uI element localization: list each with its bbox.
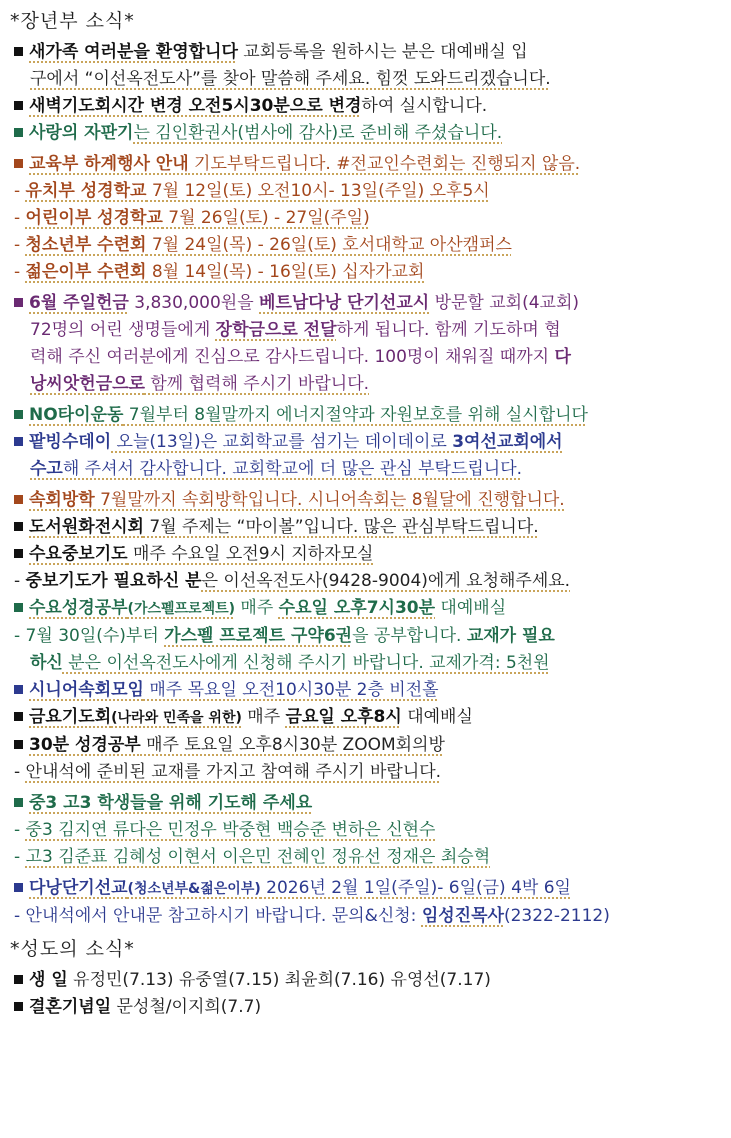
bingsu-item	[10, 429, 721, 456]
saints-news-title: *성도의 소식*	[10, 938, 135, 960]
event-detail: 7월 12일(토) 오전10시- 13일(주일) 오후5시	[146, 181, 490, 201]
wed-bible-text: 분은 이선옥전도사에게 신청해 주시기 바랍니다. 교제가격: 5천원	[62, 653, 550, 673]
offering-text: 함께 협력해 주시기 바랍니다.	[144, 374, 370, 394]
square-bullet-icon	[14, 883, 23, 892]
wed-bible-item	[10, 595, 721, 623]
square-bullet-icon	[14, 298, 23, 307]
offering-line3	[10, 344, 721, 371]
bingsu-bold: 3여선교회에서	[452, 432, 563, 452]
anniversary-head: 결혼기념일	[29, 997, 112, 1017]
wed-bible-text: 7월 30일(수)부터	[25, 626, 165, 646]
bingsu-bold: 수고	[30, 459, 63, 479]
hall-head: 속회방학	[29, 490, 95, 510]
intercession-bold: 중보기도가 필요하신 분	[25, 571, 202, 591]
bingsu-head: 팥빙수데이	[29, 432, 112, 452]
welcome-line2: 구에서 “이선옥전도사”를 찾아 말씀해 주세요. 힘껏 도와드리겠습니다.	[30, 69, 551, 89]
education-event: - 유치부 성경학교 7월 12일(토) 오전10시- 13일(주일) 오후5시	[14, 181, 490, 201]
wed-bible-bold: 하신	[30, 653, 63, 673]
offering-line4	[10, 371, 721, 398]
square-bullet-icon	[14, 101, 23, 110]
students-item	[10, 790, 721, 817]
mission-sub-text: 안내석에서 안내문 참고하시기 바랍니다. 문의&신청:	[25, 906, 422, 926]
education-event: - 청소년부 수련회 7월 24일(목) - 26일(토) 호서대학교 아산캠퍼스	[14, 235, 512, 255]
dawn-prayer-text: 하여 실시합니다.	[361, 96, 488, 116]
square-bullet-icon	[14, 975, 23, 984]
no-tie-item	[10, 402, 721, 429]
event-detail: 7월 24일(목) - 26일(토) 호서대학교 아산캠퍼스	[146, 235, 512, 255]
library-head: 도서원화전시회	[29, 517, 144, 537]
square-bullet-icon	[14, 740, 23, 749]
mission-contact-name: 임성진목사	[421, 906, 504, 926]
wed-bible-bold: 교재가 필요	[466, 626, 555, 646]
square-bullet-icon	[14, 1002, 23, 1011]
square-bullet-icon	[14, 798, 23, 807]
wed-bible-text: 매주	[235, 598, 279, 618]
offering-head: 6월 주일헌금	[29, 293, 129, 313]
library-item	[10, 514, 721, 541]
friday-bold: 금요일 오후8시	[285, 707, 402, 727]
vending-item	[10, 120, 721, 147]
vending-head: 사랑의 자판기	[29, 123, 134, 143]
students-middle: - 중3 김지연 류다은 민정우 박중현 백승준 변하은 신현수	[14, 820, 436, 840]
wed-intercession-sub: - 중보기도가 필요하신 분은 이선옥전도사(9428-9004)에게 요청해주세요.	[14, 571, 571, 591]
education-head: 교육부 하계행사 안내	[29, 154, 189, 174]
students-high: - 고3 김준표 김혜성 이현서 이은민 전혜인 정유선 정재은 최승혁	[14, 847, 491, 867]
mission-text: 2026년 2월 1일(주일)- 6일(금) 4박 6일	[260, 878, 571, 898]
mission-contact-phone: (2322-2112)	[503, 906, 610, 926]
wed-bible-text: 을 공부합니다.	[352, 626, 467, 646]
square-bullet-icon	[14, 410, 23, 419]
hall-text: 7월말까지 속회방학입니다. 시니어속회는 8월달에 진행합니다.	[94, 490, 565, 510]
offering-text: 력해 주신 여러분에게 진심으로 감사드립니다. 100명이 채워질 때까지	[30, 347, 555, 367]
mission-item	[10, 875, 721, 903]
friday-text: 매주	[241, 707, 286, 727]
hall-item	[10, 487, 721, 514]
education-event: - 젊은이부 수련회 8월 14일(목) - 16일(토) 십자가교회	[14, 262, 425, 282]
wed-bible-bold: 가스펠 프로젝트 구약6권	[164, 626, 353, 646]
square-bullet-icon	[14, 128, 23, 137]
vending-text: 는 김인환권사(범사에 감사)로 준비해 주셨습니다.	[133, 123, 503, 143]
wed-bible-sub1: - 7월 30일(수)부터 가스펠 프로젝트 구약6권을 공부합니다. 교재가 필요	[14, 626, 555, 646]
senior-text: 매주 목요일 오전10시30분 2층 비전홀	[143, 680, 439, 700]
wed-intercession-item	[10, 541, 721, 568]
square-bullet-icon	[14, 549, 23, 558]
square-bullet-icon	[14, 47, 23, 56]
offering-line2	[10, 317, 721, 344]
offering-item	[10, 290, 721, 317]
wed-bible-head: 수요성경공부	[29, 598, 128, 618]
square-bullet-icon	[14, 495, 23, 504]
welcome-item	[10, 39, 721, 66]
church-news-title: *장년부 소식*	[10, 10, 135, 32]
offering-bold: 장학금으로 전달	[215, 320, 337, 340]
anniversary-text: 문성철/이지희(7.7)	[111, 997, 262, 1017]
education-event: - 어린이부 성경학교 7월 26일(토) - 27일(주일)	[14, 208, 370, 228]
square-bullet-icon	[14, 437, 23, 446]
event-dept: 젊은이부 수련회	[25, 262, 147, 282]
offering-bold: 베트남다낭 단기선교시	[259, 293, 430, 313]
wed-intercession-text: 매주 수요일 오전9시 지하자모실	[127, 544, 374, 564]
students-head: 중3 고3 학생들을 위해 기도해 주세요	[29, 793, 313, 813]
mission-head: 다낭단기선교	[29, 878, 128, 898]
event-detail: 7월 26일(토) - 27일(주일)	[162, 208, 370, 228]
education-item	[10, 151, 721, 178]
mission-sub: - 안내석에서 안내문 참고하시기 바랍니다. 문의&신청: 임성진목사(2322-2112)	[14, 906, 610, 926]
event-dept: 어린이부 성경학교	[25, 208, 163, 228]
bingsu-text: 해 주셔서 감사합니다. 교회학교에 더 많은 관심 부탁드립니다.	[62, 459, 523, 479]
wed-bible-sub2	[10, 650, 721, 677]
dawn-prayer-head: 새벽기도회시간 변경 오전5시30분으로 변경	[29, 96, 362, 116]
square-bullet-icon	[14, 522, 23, 531]
students-middle-list: 중3 김지연 류다은 민정우 박중현 백승준 변하은 신현수	[25, 820, 436, 840]
wed-bible-text: 대예배실	[435, 598, 507, 618]
no-tie-text: 7월부터 8월말까지 에너지절약과 자원보호를 위해 실시합니다	[123, 405, 588, 425]
offering-text: 3,830,000원을	[128, 293, 260, 313]
saturday-head: 30분 성경공부	[29, 735, 141, 755]
friday-head: 금요기도회	[29, 707, 112, 727]
saturday-sub-text: 안내석에 준비된 교재를 가지고 참여해 주시기 바랍니다.	[25, 762, 442, 782]
square-bullet-icon	[14, 159, 23, 168]
senior-head: 시니어속회모임	[29, 680, 144, 700]
square-bullet-icon	[14, 712, 23, 721]
welcome-text: 교회등록을 원하시는 분은 대예배실 입	[237, 42, 528, 62]
wed-bible-bold: 수요일 오후7시30분	[278, 598, 436, 618]
wed-bible-head-small: (가스펠프로젝트)	[127, 601, 236, 617]
friday-text: 대예배실	[401, 707, 473, 727]
event-dept: 청소년부 수련회	[25, 235, 147, 255]
square-bullet-icon	[14, 603, 23, 612]
anniversary-item	[10, 994, 721, 1021]
mission-head-small: (청소년부&젊은이부)	[127, 881, 261, 897]
welcome-head: 새가족 여러분을 환영합니다	[29, 42, 238, 62]
offering-bold: 다	[554, 347, 571, 367]
intercession-text: 은 이선옥전도사(9428-9004)에게 요청해주세요.	[201, 571, 571, 591]
offering-text: 72명의 어린 생명들에게	[30, 320, 216, 340]
senior-item	[10, 677, 721, 704]
event-detail: 8월 14일(목) - 16일(토) 십자가교회	[146, 262, 425, 282]
birthday-item	[10, 967, 721, 994]
saturday-item	[10, 732, 721, 759]
offering-bold: 낭씨앗헌금으로	[30, 374, 145, 394]
dawn-prayer-item	[10, 93, 721, 120]
bingsu-line2	[10, 456, 721, 483]
saturday-text: 매주 토요일 오후8시30분 ZOOM회의방	[140, 735, 445, 755]
birthday-head: 생 일	[29, 970, 68, 990]
birthday-text: 유정민(7.13) 유중열(7.15) 최윤희(7.16) 유영선(7.17)	[67, 970, 491, 990]
offering-text: 방문할 교회(4교회)	[429, 293, 580, 313]
friday-head-small: (나라와 민족을 위한)	[111, 710, 242, 726]
square-bullet-icon	[14, 685, 23, 694]
saturday-sub: - 안내석에 준비된 교재를 가지고 참여해 주시기 바랍니다.	[14, 762, 442, 782]
event-dept: 유치부 성경학교	[25, 181, 147, 201]
offering-text: 하게 됩니다. 함께 기도하며 협	[336, 320, 561, 340]
education-text: 기도부탁드립니다. #전교인수련회는 진행되지 않음.	[188, 154, 581, 174]
library-text: 7월 주제는 “마이볼”입니다. 많은 관심부탁드립니다.	[143, 517, 539, 537]
friday-item	[10, 704, 721, 732]
bingsu-text: 오늘(13일)은 교회학교를 섬기는 데이데이로	[111, 432, 453, 452]
wed-intercession-head: 수요중보기도	[29, 544, 128, 564]
students-high-list: 고3 김준표 김혜성 이현서 이은민 전혜인 정유선 정재은 최승혁	[25, 847, 491, 867]
no-tie-head: NO타이운동	[29, 405, 124, 425]
